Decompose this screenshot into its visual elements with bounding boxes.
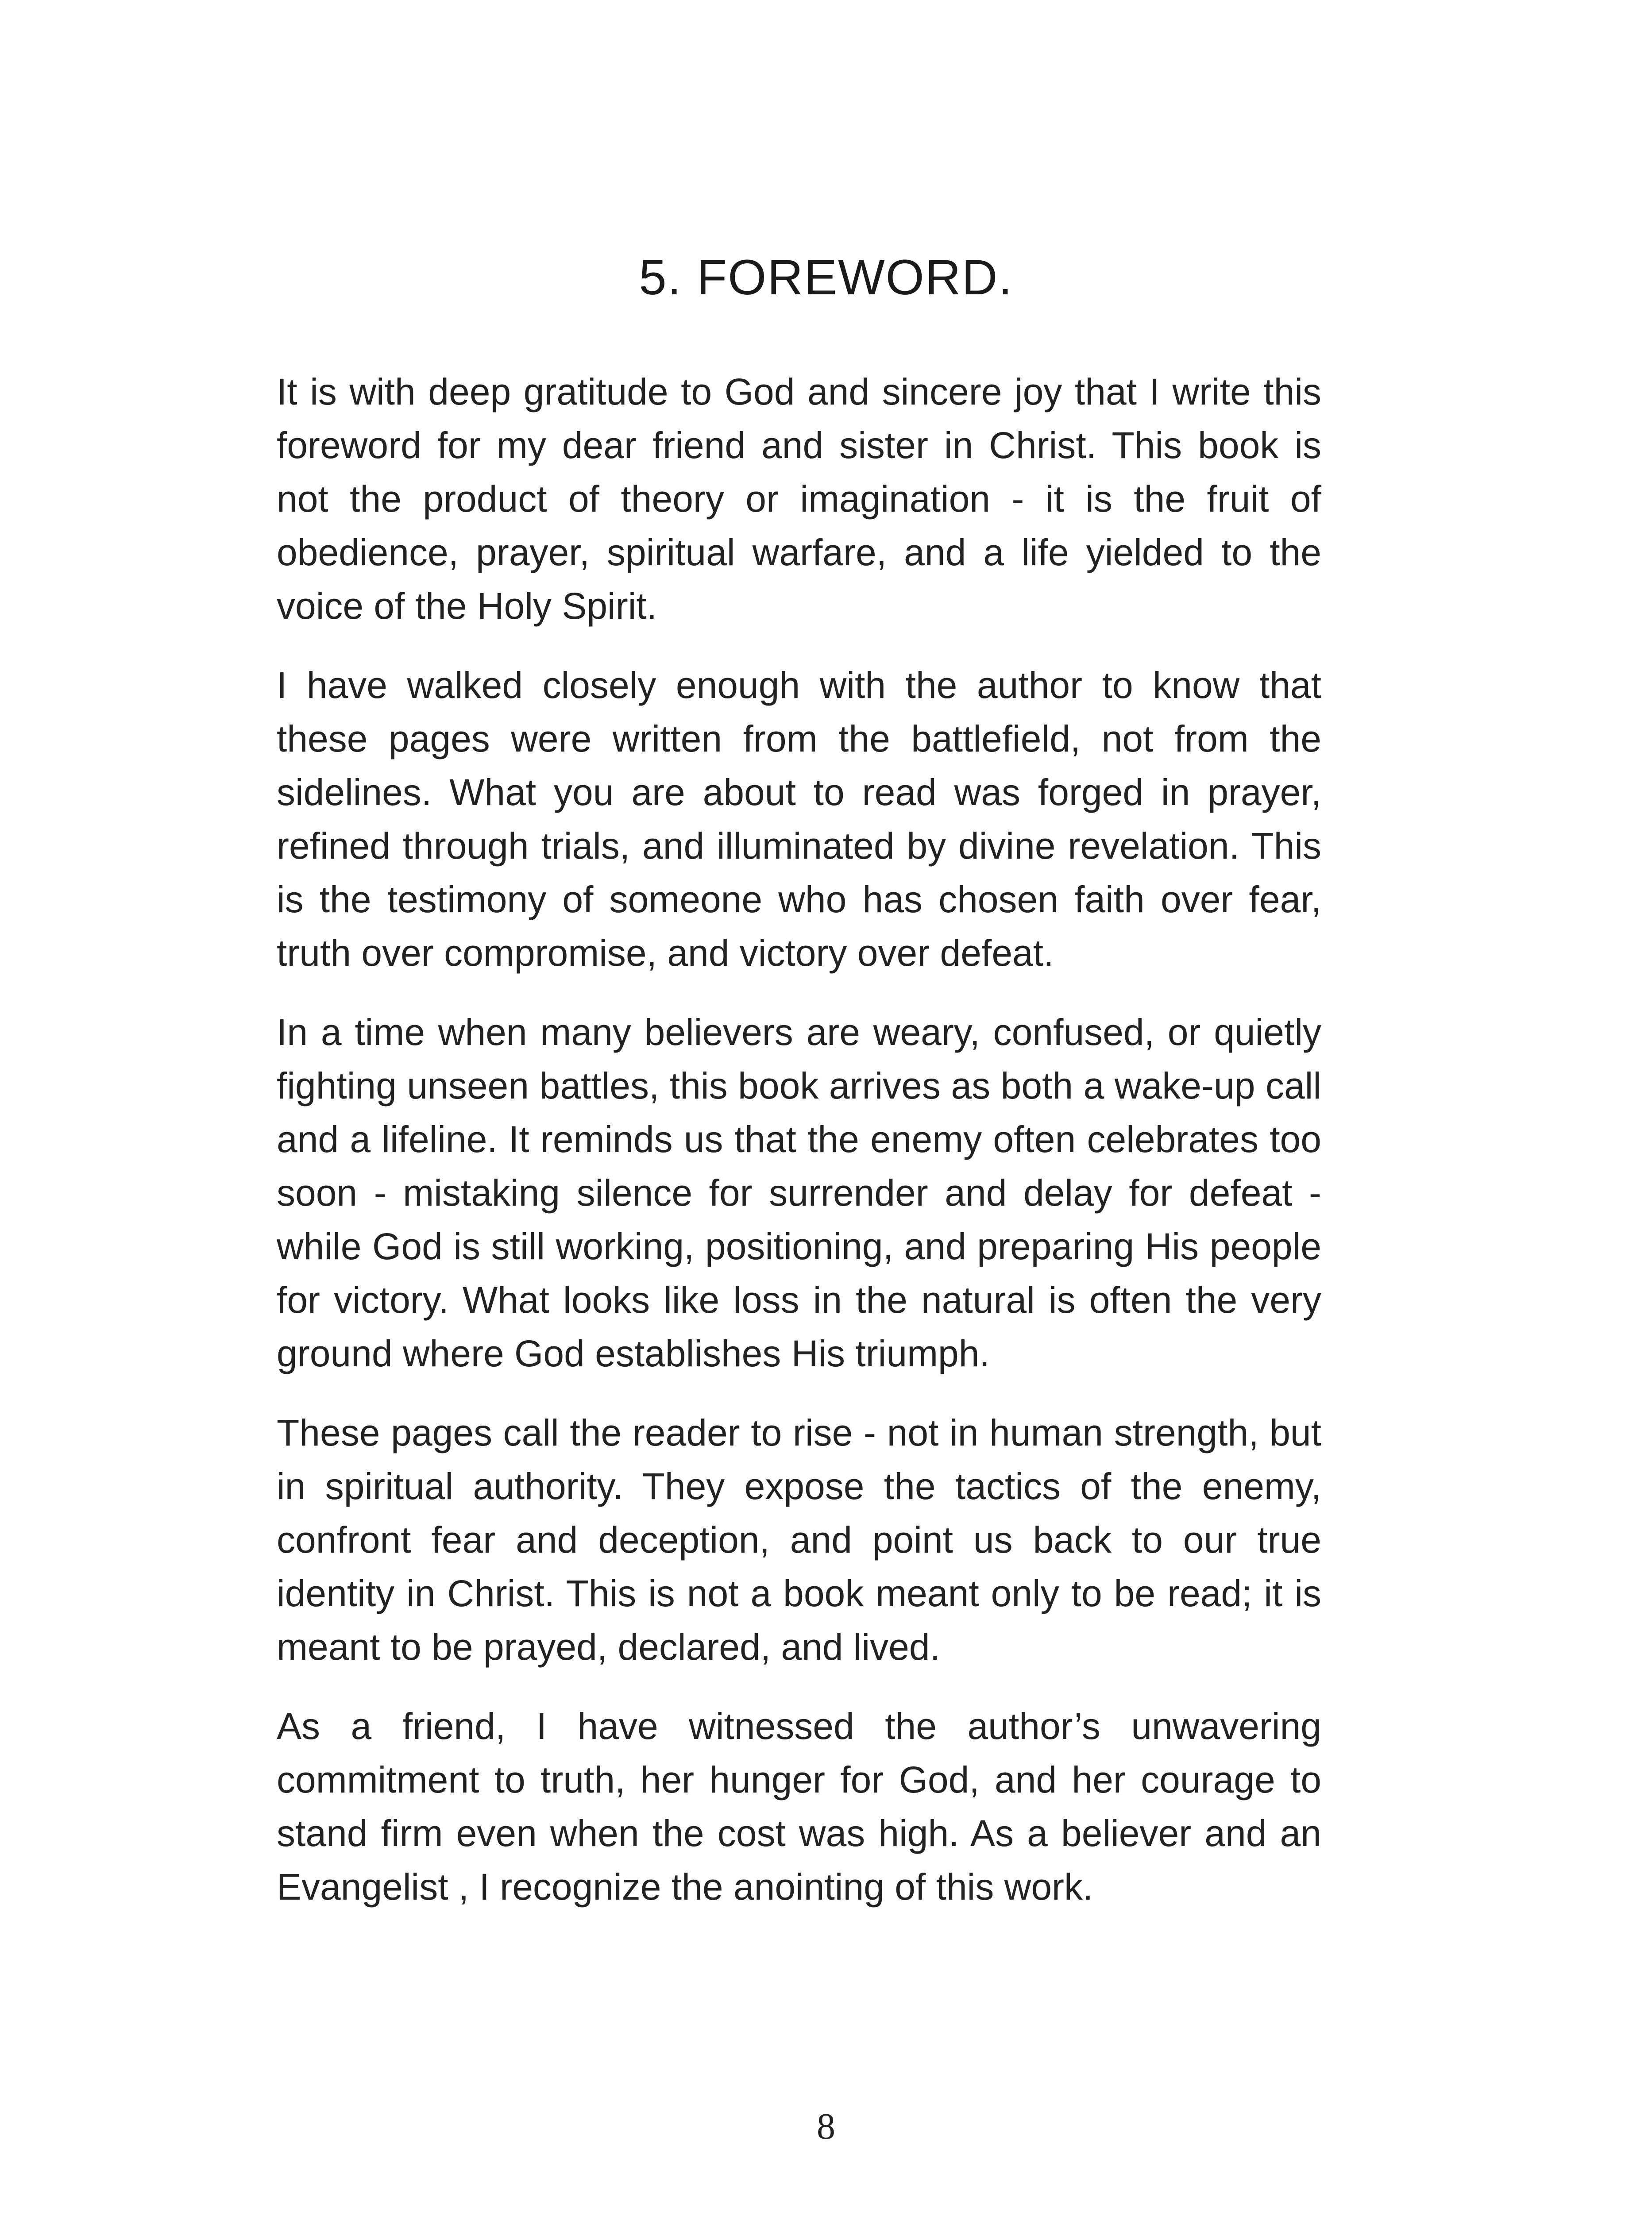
foreword-body [277,365,1321,1939]
page-number: 8 [817,2106,835,2147]
paragraph: As a friend, I have witnessed the author’s unwavering commitment to truth, her hunger for God, and her courage to stand firm even when the cost was high. As a believer and an Evangelist , I recognize the anointing of this work. [277,1705,1321,1908]
paragraph: These pages call the reader to rise - not in human strength, but in spiritual authority. They expose the tactics of the enemy, confront fear and deception, and point us back to our true identity in Christ. This is not a book meant only to be read; it is meant to be prayed, declared, and lived. [277,1412,1321,1668]
paragraph: It is with deep gratitude to God and sincere joy that I write this foreword for my dear friend and sister in Christ. This book is not the product of theory or imagination - it is the fruit of obedience, prayer, spiritual warfare, and a life yielded to the voice of the Holy Spirit. [277,371,1321,627]
paragraph: I have walked closely enough with the author to know that these pages were written from the battlefield, not from the sidelines. What you are about to read was forged in prayer, refined through trials, and illuminated by divine revelation. This is the testimony of someone who has chosen faith over fear, truth over compromise, and victory over defeat. [277,664,1321,974]
chapter-heading: 5. FOREWORD. [639,250,1013,305]
paragraph: In a time when many believers are weary, confused, or quietly fighting unseen battles, this book arrives as both a wake-up call and a lifeline. It reminds us that the enemy often celebrates too soon - mistaking silence for surrender and delay for defeat - while God is still working, positioning, and preparing His people for victory. What looks like loss in the natural is often the very ground where God establishes His triumph. [277,1011,1321,1374]
